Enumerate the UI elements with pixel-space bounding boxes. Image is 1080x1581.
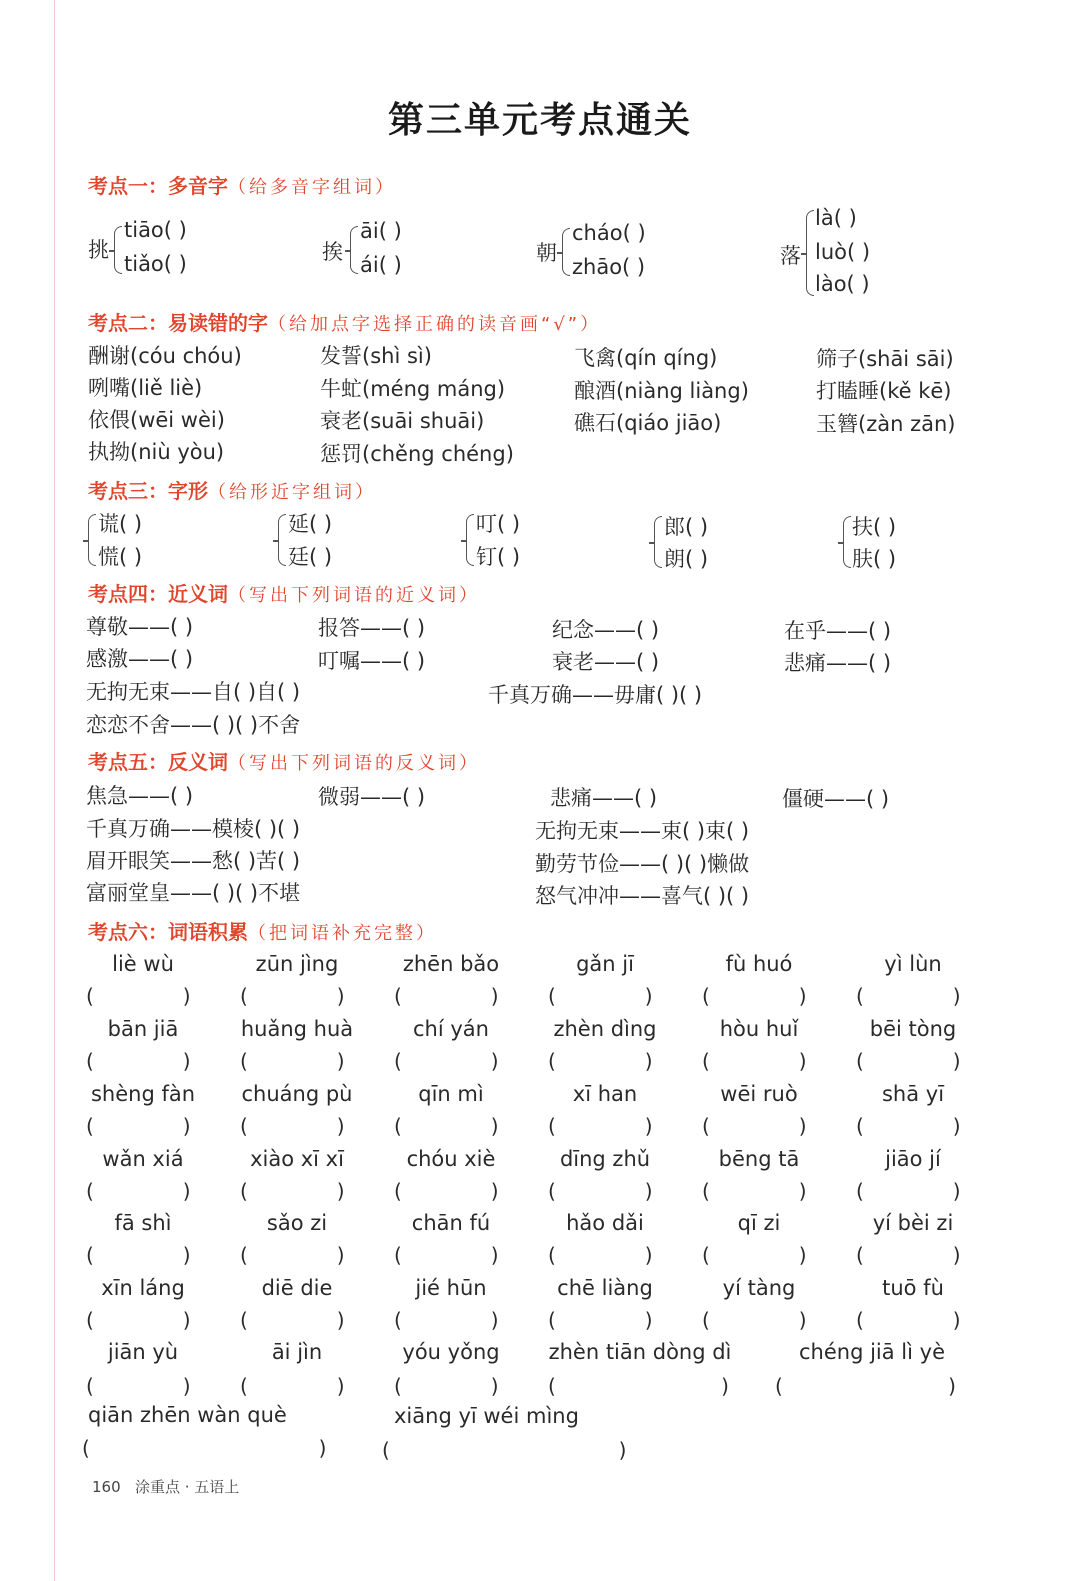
book-title: 涂重点 · 五语上 bbox=[134, 1478, 240, 1496]
polyphone-answer[interactable]: là( ) bbox=[815, 206, 857, 230]
section-hint: （给多音字组词） bbox=[228, 177, 396, 198]
pinyin-word: fù huó bbox=[725, 952, 793, 976]
antonym-item[interactable]: 微弱——( ) bbox=[318, 785, 426, 809]
antonym-item[interactable]: 焦急——( ) bbox=[86, 784, 194, 808]
pinyin-word: zhèn tiān dòng dì bbox=[548, 1340, 732, 1364]
brace bbox=[806, 210, 814, 296]
reading-choice[interactable]: 酬谢(cóu chóu) bbox=[88, 344, 242, 368]
answer-blank[interactable]: ( ) bbox=[702, 1179, 807, 1203]
pinyin-word: zhèn dìng bbox=[553, 1017, 657, 1041]
section-hint: （把词语补充完整） bbox=[248, 923, 437, 944]
reading-choice[interactable]: 牛虻(méng máng) bbox=[320, 377, 506, 401]
pinyin-word: bān jiā bbox=[107, 1017, 179, 1041]
answer-blank[interactable]: ( ) bbox=[702, 984, 807, 1008]
answer-blank[interactable]: ( ) bbox=[240, 1179, 345, 1203]
similar-char-answer[interactable]: 延( ) bbox=[288, 512, 333, 536]
polyphone-char: 朝 bbox=[536, 241, 557, 265]
brace bbox=[654, 516, 662, 568]
pinyin-word: yí bèi zi bbox=[872, 1211, 954, 1235]
pinyin-word: bēi tòng bbox=[869, 1017, 957, 1041]
pinyin-word: tuō fù bbox=[882, 1276, 944, 1300]
pinyin-word: wǎn xiá bbox=[102, 1147, 184, 1171]
reading-choice[interactable]: 飞禽(qín qíng) bbox=[574, 346, 718, 370]
pinyin-word: dīng zhǔ bbox=[559, 1147, 651, 1171]
pinyin-word: xīn láng bbox=[101, 1276, 185, 1300]
pinyin-word: zūn jìng bbox=[255, 952, 339, 976]
pinyin-word: hòu huǐ bbox=[719, 1017, 799, 1041]
pinyin-word: xī han bbox=[572, 1082, 638, 1106]
antonym-item[interactable]: 无拘无束——束( )束( ) bbox=[535, 819, 750, 843]
section-6-header bbox=[88, 916, 437, 945]
answer-blank[interactable]: ( ) bbox=[394, 1374, 499, 1398]
answer-blank[interactable]: ( ) bbox=[240, 984, 345, 1008]
answer-blank[interactable]: ( ) bbox=[775, 1374, 956, 1398]
brace bbox=[350, 226, 358, 274]
answer-blank[interactable]: ( ) bbox=[394, 1049, 499, 1073]
section-label: 考点二：易读错的字 bbox=[88, 311, 268, 335]
reading-choice[interactable]: 依偎(wēi wèi) bbox=[88, 408, 225, 432]
similar-char-answer[interactable]: 肤( ) bbox=[852, 547, 897, 571]
antonym-item[interactable]: 眉开眼笑——愁( )苦( ) bbox=[86, 849, 301, 873]
brace bbox=[843, 516, 851, 568]
similar-char-answer[interactable]: 廷( ) bbox=[288, 545, 333, 569]
reading-choice[interactable]: 惩罚(chěng chéng) bbox=[320, 442, 514, 466]
pinyin-word: jié hūn bbox=[415, 1276, 487, 1300]
reading-choice[interactable]: 执拗(niù yòu) bbox=[88, 440, 225, 464]
reading-choice[interactable]: 咧嘴(liě liè) bbox=[88, 376, 203, 400]
polyphone-answer[interactable]: āi( ) bbox=[360, 219, 402, 243]
pinyin-word: huǎng huà bbox=[240, 1017, 354, 1041]
polyphone-answer[interactable]: cháo( ) bbox=[572, 221, 646, 245]
answer-blank[interactable]: ( ) bbox=[548, 1179, 653, 1203]
answer-blank[interactable]: ( ) bbox=[86, 1374, 191, 1398]
section-label: 考点三：字形 bbox=[88, 479, 208, 503]
answer-blank[interactable]: ( ) bbox=[82, 1436, 327, 1460]
synonym-item[interactable]: 衰老——( ) bbox=[552, 650, 660, 674]
page-title: 第三单元考点通关 bbox=[387, 99, 692, 141]
reading-choice[interactable]: 玉簪(zàn zān) bbox=[816, 412, 956, 436]
pinyin-word: shèng fàn bbox=[90, 1082, 196, 1106]
answer-blank[interactable]: ( ) bbox=[240, 1243, 345, 1267]
section-2-header bbox=[88, 307, 601, 336]
answer-blank[interactable]: ( ) bbox=[548, 1114, 653, 1138]
page-margin-line bbox=[54, 0, 55, 1581]
pinyin-word: āi jìn bbox=[271, 1340, 323, 1364]
answer-blank[interactable]: ( ) bbox=[702, 1243, 807, 1267]
synonym-item[interactable]: 无拘无束——自( )自( ) bbox=[86, 680, 301, 704]
pinyin-word: chē liàng bbox=[557, 1276, 653, 1300]
answer-blank[interactable]: ( ) bbox=[86, 1049, 191, 1073]
pinyin-word: chóu xiè bbox=[406, 1147, 496, 1171]
answer-blank[interactable]: ( ) bbox=[702, 1049, 807, 1073]
answer-blank[interactable]: ( ) bbox=[86, 1179, 191, 1203]
answer-blank[interactable]: ( ) bbox=[548, 1374, 729, 1398]
reading-choice[interactable]: 礁石(qiáo jiāo) bbox=[574, 411, 722, 435]
polyphone-answer[interactable]: luò( ) bbox=[815, 240, 871, 264]
pinyin-word: diē die bbox=[261, 1276, 333, 1300]
synonym-item[interactable]: 纪念——( ) bbox=[552, 618, 660, 642]
pinyin-word: qī zi bbox=[737, 1211, 781, 1235]
similar-char-answer[interactable]: 谎( ) bbox=[98, 512, 143, 536]
pinyin-word: liè wù bbox=[112, 952, 174, 976]
pinyin-word: shā yī bbox=[881, 1082, 945, 1106]
section-hint: （给形近字组词） bbox=[208, 482, 376, 503]
pinyin-word: yí tàng bbox=[722, 1276, 796, 1300]
answer-blank[interactable]: ( ) bbox=[394, 1114, 499, 1138]
section-label: 考点五：反义词 bbox=[88, 750, 228, 774]
synonym-item[interactable]: 感激——( ) bbox=[86, 647, 194, 671]
answer-blank[interactable]: ( ) bbox=[856, 984, 961, 1008]
synonym-item[interactable]: 恋恋不舍——( )( )不舍 bbox=[86, 713, 301, 737]
pinyin-word: yóu yǒng bbox=[402, 1340, 500, 1364]
section-hint: （给加点字选择正确的读音画“√”） bbox=[268, 314, 602, 335]
answer-blank[interactable]: ( ) bbox=[702, 1308, 807, 1332]
pinyin-word: xiào xī xī bbox=[250, 1147, 344, 1171]
answer-blank[interactable]: ( ) bbox=[856, 1243, 961, 1267]
page-footer bbox=[92, 1476, 239, 1497]
reading-choice[interactable]: 酿酒(niàng liàng) bbox=[574, 379, 749, 403]
pinyin-word: xiāng yī wéi mìng bbox=[394, 1404, 579, 1428]
antonym-item[interactable]: 怒气冲冲——喜气( )( ) bbox=[535, 884, 750, 908]
pinyin-word: sǎo zi bbox=[266, 1211, 328, 1235]
answer-blank[interactable]: ( ) bbox=[394, 1243, 499, 1267]
synonym-item[interactable]: 悲痛——( ) bbox=[784, 651, 892, 675]
answer-blank[interactable]: ( ) bbox=[86, 1308, 191, 1332]
answer-blank[interactable]: ( ) bbox=[240, 1114, 345, 1138]
pinyin-word: bēng tā bbox=[718, 1147, 800, 1171]
brace bbox=[278, 514, 286, 566]
pinyin-word: gǎn jī bbox=[576, 952, 634, 976]
similar-char-answer[interactable]: 郎( ) bbox=[664, 515, 709, 539]
synonym-item[interactable]: 报答——( ) bbox=[318, 616, 426, 640]
synonym-item[interactable]: 在乎——( ) bbox=[784, 619, 892, 643]
answer-blank[interactable]: ( ) bbox=[86, 984, 191, 1008]
answer-blank[interactable]: ( ) bbox=[856, 1308, 961, 1332]
answer-blank[interactable]: ( ) bbox=[240, 1374, 345, 1398]
synonym-item[interactable]: 尊敬——( ) bbox=[86, 615, 194, 639]
answer-blank[interactable]: ( ) bbox=[240, 1308, 345, 1332]
polyphone-char: 挨 bbox=[322, 240, 343, 264]
pinyin-word: qiān zhēn wàn què bbox=[88, 1403, 287, 1427]
polyphone-answer[interactable]: lào( ) bbox=[815, 272, 870, 296]
answer-blank[interactable]: ( ) bbox=[86, 1243, 191, 1267]
antonym-item[interactable]: 富丽堂皇——( )( )不堪 bbox=[86, 881, 301, 905]
brace bbox=[114, 226, 122, 274]
pinyin-word: yì lùn bbox=[884, 952, 942, 976]
section-hint: （写出下列词语的反义词） bbox=[228, 753, 480, 774]
antonym-item[interactable]: 千真万确——模棱( )( ) bbox=[86, 817, 301, 841]
reading-choice[interactable]: 衰老(suāi shuāi) bbox=[320, 409, 485, 433]
pinyin-word: chān fú bbox=[411, 1211, 491, 1235]
section-4-header bbox=[88, 578, 480, 607]
polyphone-answer[interactable]: tiǎo( ) bbox=[124, 252, 187, 276]
reading-choice[interactable]: 打瞌睡(kě kē) bbox=[816, 379, 952, 403]
similar-char-answer[interactable]: 朗( ) bbox=[664, 547, 709, 571]
polyphone-char: 挑 bbox=[88, 238, 109, 262]
antonym-item[interactable]: 悲痛——( ) bbox=[550, 786, 658, 810]
pinyin-word: chí yán bbox=[413, 1017, 489, 1041]
polyphone-answer[interactable]: ái( ) bbox=[360, 253, 402, 277]
answer-blank[interactable]: ( ) bbox=[856, 1049, 961, 1073]
pinyin-word: jiān yù bbox=[107, 1340, 179, 1364]
similar-char-answer[interactable]: 扶( ) bbox=[852, 515, 897, 539]
section-3-header bbox=[88, 475, 376, 504]
reading-choice[interactable]: 发誓(shì sì) bbox=[320, 344, 432, 368]
synonym-item[interactable]: 叮嘱——( ) bbox=[318, 649, 426, 673]
polyphone-answer[interactable]: zhāo( ) bbox=[572, 255, 646, 279]
brace bbox=[88, 514, 96, 566]
similar-char-answer[interactable]: 慌( ) bbox=[98, 545, 143, 569]
answer-blank[interactable]: ( ) bbox=[548, 1308, 653, 1332]
answer-blank[interactable]: ( ) bbox=[856, 1179, 961, 1203]
pinyin-word: fā shì bbox=[114, 1211, 172, 1235]
pinyin-word: chéng jiā lì yè bbox=[799, 1340, 945, 1364]
answer-blank[interactable]: ( ) bbox=[394, 984, 499, 1008]
pinyin-word: hǎo dǎi bbox=[566, 1211, 644, 1235]
answer-blank[interactable]: ( ) bbox=[394, 1308, 499, 1332]
brace bbox=[466, 514, 474, 566]
synonym-item[interactable]: 千真万确——毋庸( )( ) bbox=[488, 683, 703, 707]
similar-char-answer[interactable]: 钉( ) bbox=[476, 545, 521, 569]
section-hint: （写出下列词语的近义词） bbox=[228, 585, 480, 606]
polyphone-char: 落 bbox=[780, 244, 801, 268]
brace bbox=[562, 228, 570, 276]
section-label: 考点一：多音字 bbox=[88, 174, 228, 198]
section-label: 考点六：词语积累 bbox=[88, 920, 248, 944]
pinyin-word: jiāo jí bbox=[885, 1147, 941, 1171]
section-label: 考点四：近义词 bbox=[88, 582, 228, 606]
pinyin-word: qīn mì bbox=[418, 1082, 484, 1106]
section-5-header bbox=[88, 746, 480, 775]
pinyin-word: zhēn bǎo bbox=[402, 952, 500, 976]
antonym-item[interactable]: 勤劳节俭——( )( )懒做 bbox=[535, 852, 750, 876]
page-number: 160 bbox=[92, 1478, 121, 1496]
answer-blank[interactable]: ( ) bbox=[856, 1114, 961, 1138]
answer-blank[interactable]: ( ) bbox=[702, 1114, 807, 1138]
answer-blank[interactable]: ( ) bbox=[394, 1179, 499, 1203]
pinyin-word: chuáng pù bbox=[241, 1082, 353, 1106]
answer-blank[interactable]: ( ) bbox=[240, 1049, 345, 1073]
reading-choice[interactable]: 筛子(shāi sāi) bbox=[816, 347, 954, 371]
answer-blank[interactable]: ( ) bbox=[548, 984, 653, 1008]
similar-char-answer[interactable]: 叮( ) bbox=[476, 512, 521, 536]
section-1-header bbox=[88, 170, 396, 199]
answer-blank[interactable]: ( ) bbox=[382, 1438, 627, 1462]
antonym-item[interactable]: 僵硬——( ) bbox=[782, 787, 890, 811]
answer-blank[interactable]: ( ) bbox=[86, 1114, 191, 1138]
polyphone-answer[interactable]: tiāo( ) bbox=[124, 218, 187, 242]
answer-blank[interactable]: ( ) bbox=[548, 1049, 653, 1073]
pinyin-word: wēi ruò bbox=[720, 1082, 798, 1106]
answer-blank[interactable]: ( ) bbox=[548, 1243, 653, 1267]
